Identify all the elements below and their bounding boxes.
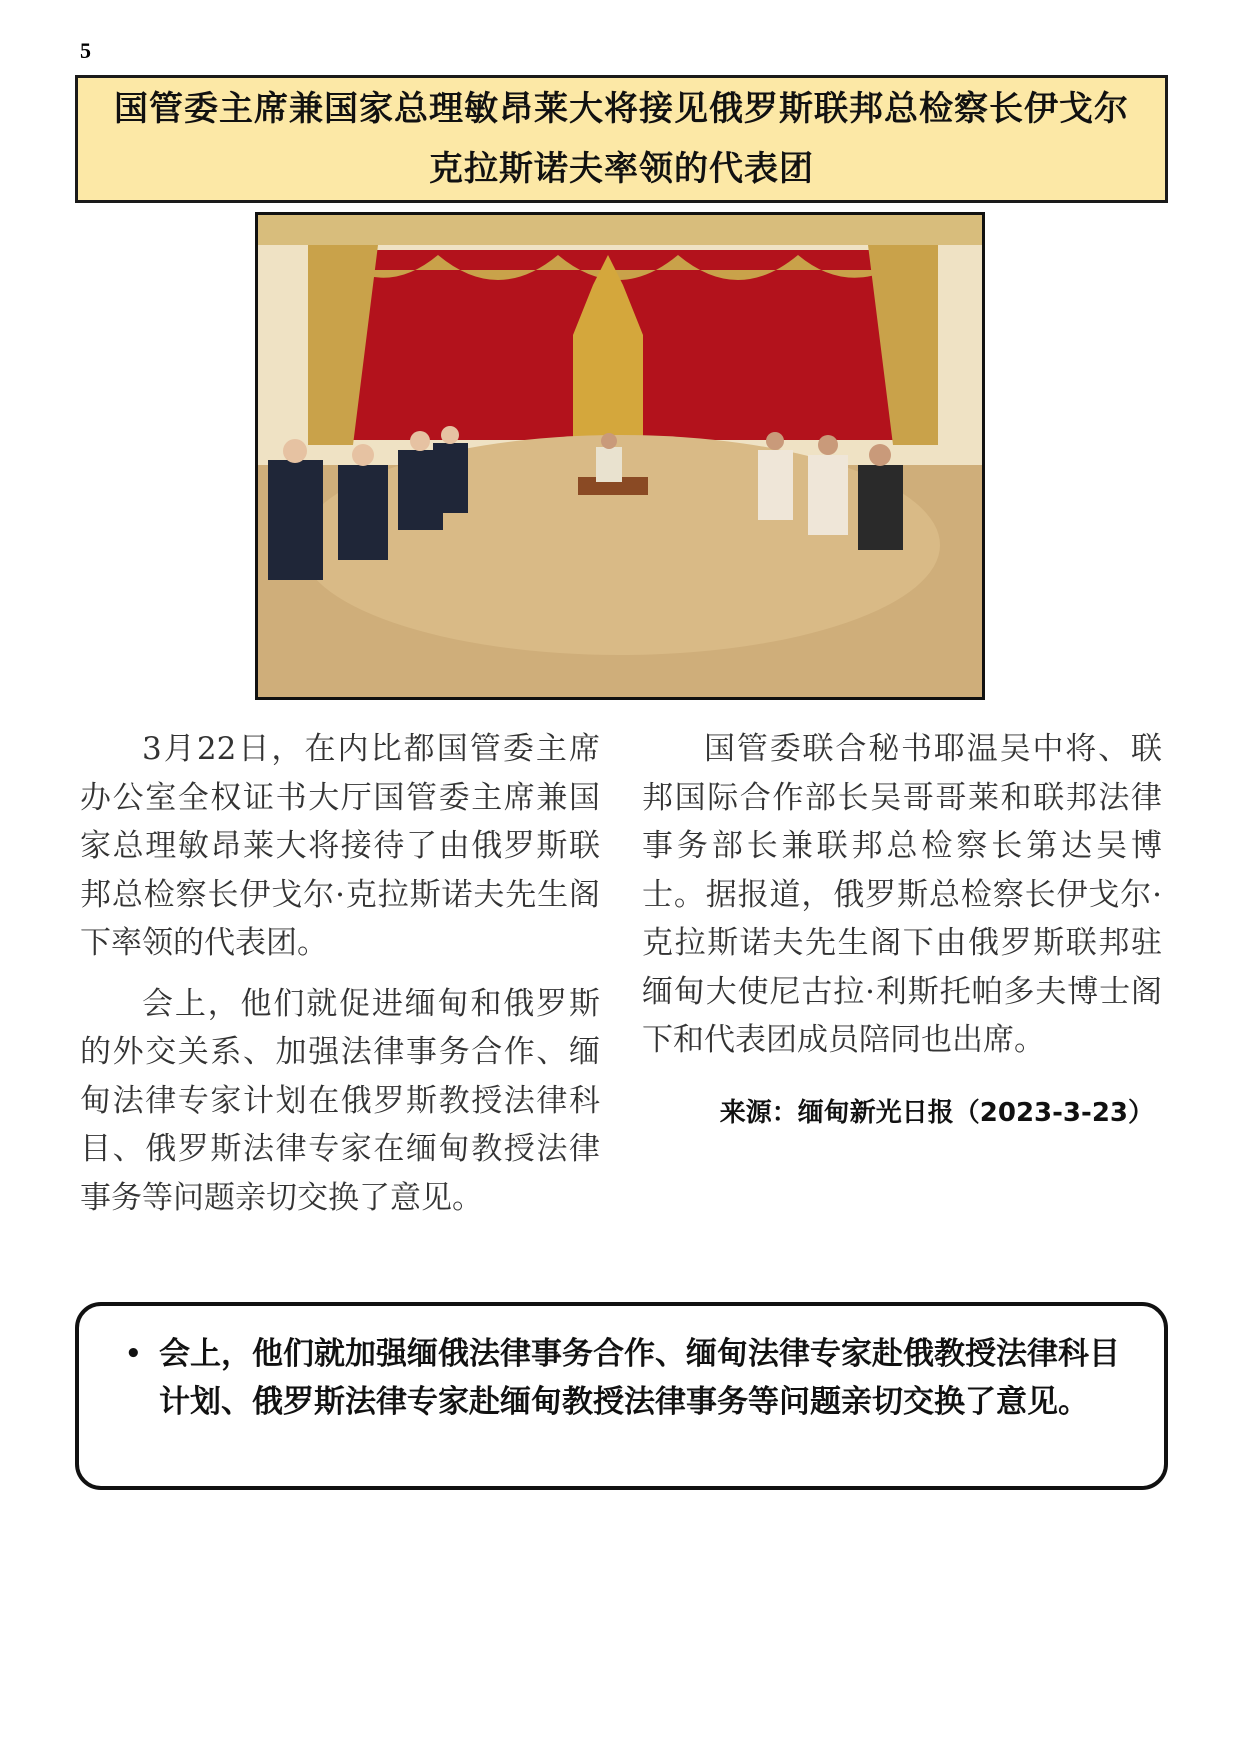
source-citation: 来源：缅甸新光日报（2023-3-23）: [719, 1097, 1154, 1128]
bullet-icon: •: [125, 1339, 142, 1369]
summary-item: [125, 1330, 1124, 1426]
left-column: [80, 725, 600, 1234]
page-title: 国管委主席兼国家总理敏昂莱大将接见俄罗斯联邦总检察长伊戈尔克拉斯诺夫率领的代表团: [114, 89, 1129, 189]
paragraph: 会上，他们就促进缅甸和俄罗斯的外交关系、加强法律事务合作、缅甸法律专家计划在俄罗斯教授法律科目、俄罗斯法律专家在缅甸教授法律事务等问题亲切交换了意见。: [80, 985, 600, 1216]
page-number: 5: [80, 38, 91, 63]
paragraph: 国管委联合秘书耶温吴中将、联邦国际合作部长吴哥哥莱和联邦法律事务部长兼联邦总检察长第达吴博士。据报道，俄罗斯总检察长伊戈尔·克拉斯诺夫先生阁下由俄罗斯联邦驻缅甸大使尼古拉·利斯托帕多夫博士阁下和代表团成员陪同也出席。: [642, 731, 1162, 1058]
paragraph: 3月22日，在内比都国管委主席办公室全权证书大厅国管委主席兼国家总理敏昂莱大将接待了由俄罗斯联邦总检察长伊戈尔·克拉斯诺夫先生阁下率领的代表团。: [80, 731, 600, 961]
summary-text: 会上，他们就加强缅俄法律事务合作、缅甸法律专家赴俄教授法律科目计划、俄罗斯法律专家赴缅甸教授法律事务等问题亲切交换了意见。: [159, 1336, 1120, 1420]
meeting-photo: [255, 212, 985, 700]
summary-box: [75, 1302, 1168, 1490]
title-box: [75, 75, 1168, 203]
right-column: [642, 725, 1162, 1137]
